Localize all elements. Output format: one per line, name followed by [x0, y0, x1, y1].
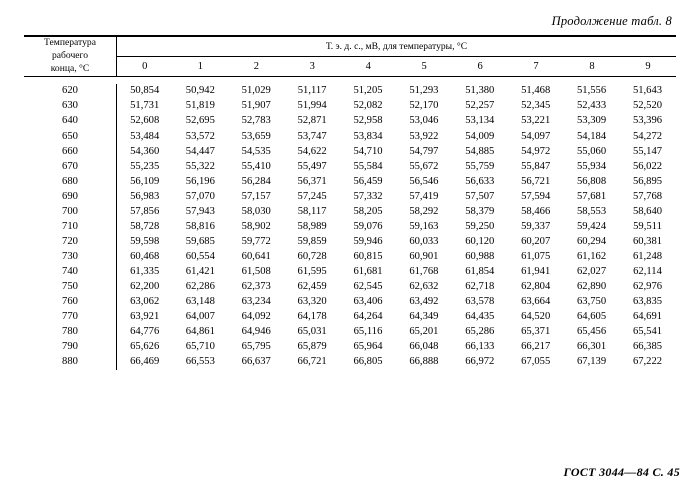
cell-emf-3: 63,320: [297, 296, 327, 308]
cell-temperature: 790: [24, 340, 117, 355]
cell-emf-7: 51,468: [521, 85, 551, 97]
cell-emf-7: 55,847: [521, 160, 551, 172]
cell-emf-4: 65,116: [353, 326, 383, 338]
cell-emf-0: 66,469: [130, 356, 160, 368]
cell-emf-1: 55,322: [185, 160, 215, 172]
cell-emf-5: 55,672: [409, 160, 439, 172]
cell-emf-4: 66,805: [353, 356, 383, 368]
cell-emf-3: 66,721: [297, 356, 327, 368]
cell-emf-2: 61,508: [241, 266, 271, 278]
cell-emf-3: 65,031: [297, 326, 327, 338]
cell-temperature: 720: [24, 234, 117, 249]
row-header-line2: рабочего: [51, 49, 89, 61]
cell-emf-8: 63,750: [577, 296, 607, 308]
cell-temperature: 770: [24, 310, 117, 325]
column-header-0: 0: [142, 60, 148, 72]
cell-emf-7: 61,075: [521, 251, 551, 263]
cell-emf-0: 57,856: [130, 205, 160, 217]
cell-emf-6: 62,718: [465, 281, 495, 293]
cell-emf-8: 58,553: [577, 205, 607, 217]
cell-emf-6: 58,379: [465, 205, 495, 217]
cell-emf-9: 59,511: [633, 220, 662, 232]
cell-temperature: 880: [24, 355, 117, 370]
table-row: [24, 250, 676, 265]
cell-emf-2: 54,535: [241, 145, 271, 157]
cell-emf-3: 51,994: [297, 100, 327, 112]
cell-emf-0: 62,200: [130, 281, 160, 293]
table-row: [24, 174, 676, 189]
column-group-header: Т. э. д. с., мВ, для температуры, °С: [117, 37, 677, 56]
cell-emf-4: 51,205: [353, 85, 383, 97]
cell-emf-0: 60,468: [130, 251, 160, 263]
cell-emf-2: 52,783: [241, 115, 271, 127]
cell-emf-1: 52,695: [185, 115, 215, 127]
cell-emf-2: 63,234: [241, 296, 271, 308]
table-row: [24, 265, 676, 280]
cell-emf-8: 54,184: [577, 130, 607, 142]
row-header-line1: Температура: [44, 37, 96, 48]
cell-emf-3: 52,871: [297, 115, 327, 127]
cell-emf-3: 53,747: [297, 130, 327, 142]
table-row: [24, 310, 676, 325]
cell-emf-8: 62,890: [577, 281, 607, 293]
table-row: [24, 325, 676, 340]
table-row: [24, 144, 676, 159]
cell-emf-5: 63,492: [409, 296, 439, 308]
cell-emf-7: 61,941: [521, 266, 551, 278]
column-header-2: 2: [253, 60, 259, 72]
cell-emf-1: 65,710: [185, 341, 215, 353]
cell-emf-1: 57,943: [185, 205, 215, 217]
cell-emf-2: 62,373: [241, 281, 271, 293]
cell-emf-2: 57,157: [241, 190, 271, 202]
cell-temperature: 740: [24, 265, 117, 280]
cell-emf-1: 50,942: [185, 85, 215, 97]
cell-emf-4: 59,076: [353, 220, 383, 232]
column-header-3: 3: [309, 60, 315, 72]
cell-temperature: 620: [24, 84, 117, 99]
cell-emf-2: 58,030: [241, 205, 271, 217]
cell-emf-0: 56,109: [130, 175, 160, 187]
cell-emf-4: 64,264: [353, 311, 383, 323]
cell-emf-2: 58,902: [241, 220, 271, 232]
cell-emf-9: 67,222: [632, 356, 663, 368]
column-header-1: 1: [197, 60, 204, 72]
cell-emf-5: 58,292: [409, 205, 439, 217]
cell-emf-0: 61,335: [130, 266, 160, 278]
cell-emf-8: 57,681: [577, 190, 607, 202]
cell-emf-1: 59,685: [185, 235, 215, 247]
header-table: [24, 37, 676, 76]
cell-emf-2: 64,946: [241, 326, 271, 338]
row-header-line3: конца, °С: [50, 62, 90, 74]
column-header-5: 5: [421, 60, 427, 72]
cell-emf-6: 57,507: [465, 190, 495, 202]
cell-emf-9: 62,976: [632, 281, 663, 293]
cell-emf-3: 60,728: [297, 251, 327, 263]
table-row: [24, 189, 676, 204]
table-row: [24, 99, 676, 114]
cell-emf-9: 56,022: [632, 160, 663, 172]
cell-emf-7: 62,804: [521, 281, 551, 293]
cell-emf-6: 66,972: [465, 356, 495, 368]
cell-emf-5: 52,170: [409, 100, 439, 112]
table-row: [24, 159, 676, 174]
cell-temperature: 660: [24, 144, 117, 159]
cell-emf-4: 52,082: [353, 100, 383, 112]
cell-emf-7: 56,721: [521, 175, 551, 187]
cell-emf-6: 52,257: [465, 100, 495, 112]
cell-emf-2: 51,029: [241, 85, 271, 97]
cell-emf-4: 53,834: [353, 130, 383, 142]
cell-emf-9: 53,396: [632, 115, 663, 127]
cell-emf-5: 59,163: [409, 220, 439, 232]
cell-emf-9: 65,541: [632, 326, 663, 338]
cell-emf-6: 60,988: [465, 251, 495, 263]
cell-emf-1: 54,447: [185, 145, 215, 157]
cell-emf-6: 51,380: [465, 85, 495, 97]
cell-emf-5: 51,293: [409, 85, 439, 97]
cell-emf-7: 63,664: [521, 296, 551, 308]
cell-emf-9: 64,691: [632, 311, 663, 323]
cell-emf-0: 50,854: [130, 85, 160, 97]
cell-emf-1: 57,070: [185, 190, 215, 202]
table-row: [24, 114, 676, 129]
cell-emf-5: 60,901: [409, 251, 439, 263]
cell-temperature: 700: [24, 204, 117, 219]
cell-emf-7: 65,371: [521, 326, 551, 338]
cell-emf-3: 58,989: [297, 220, 327, 232]
cell-emf-8: 53,309: [577, 115, 607, 127]
cell-emf-5: 54,797: [409, 145, 439, 157]
cell-emf-0: 64,776: [130, 326, 160, 338]
cell-emf-9: 56,895: [632, 175, 663, 187]
cell-emf-3: 56,371: [297, 175, 327, 187]
cell-emf-9: 63,835: [632, 296, 663, 308]
cell-emf-0: 52,608: [130, 115, 160, 127]
cell-emf-7: 59,337: [521, 220, 551, 232]
cell-emf-7: 53,221: [521, 115, 551, 127]
cell-emf-8: 66,301: [577, 341, 607, 353]
cell-emf-2: 64,092: [241, 311, 271, 323]
cell-emf-0: 65,626: [130, 341, 160, 353]
cell-temperature: 730: [24, 250, 117, 265]
data-table: [24, 84, 676, 370]
cell-emf-7: 60,207: [521, 235, 551, 247]
cell-emf-6: 55,759: [465, 160, 495, 172]
cell-emf-7: 54,097: [521, 130, 551, 142]
cell-emf-0: 59,598: [130, 235, 160, 247]
cell-emf-9: 62,114: [633, 266, 662, 278]
table-row: [24, 295, 676, 310]
cell-emf-7: 52,345: [521, 100, 551, 112]
table-header: [24, 37, 676, 76]
cell-emf-9: 60,381: [632, 235, 663, 247]
cell-emf-2: 60,641: [241, 251, 271, 263]
cell-temperature: 780: [24, 325, 117, 340]
cell-emf-3: 62,459: [297, 281, 327, 293]
cell-emf-8: 55,060: [577, 145, 607, 157]
cell-emf-4: 56,459: [353, 175, 383, 187]
cell-emf-6: 64,435: [465, 311, 495, 323]
cell-emf-7: 57,594: [521, 190, 551, 202]
table-row: [24, 219, 676, 234]
cell-emf-5: 57,419: [409, 190, 439, 202]
cell-emf-9: 52,520: [632, 100, 663, 112]
cell-temperature: 750: [24, 280, 117, 295]
cell-emf-1: 60,554: [185, 251, 215, 263]
cell-emf-4: 63,406: [353, 296, 383, 308]
cell-emf-4: 62,545: [353, 281, 383, 293]
table-row: [24, 204, 676, 219]
cell-temperature: 710: [24, 219, 117, 234]
cell-emf-7: 64,520: [521, 311, 551, 323]
cell-emf-4: 55,584: [353, 160, 383, 172]
cell-emf-0: 56,983: [130, 190, 160, 202]
cell-emf-1: 51,819: [185, 100, 215, 112]
cell-emf-6: 66,133: [465, 341, 495, 353]
cell-emf-9: 51,643: [632, 85, 663, 97]
cell-emf-6: 59,250: [465, 220, 495, 232]
cell-emf-1: 53,572: [185, 130, 215, 142]
cell-emf-9: 66,385: [632, 341, 663, 353]
cell-emf-4: 52,958: [353, 115, 383, 127]
page-footer: ГОСТ 3044—84 С. 45: [563, 465, 680, 479]
cell-emf-4: 58,205: [353, 205, 383, 217]
cell-emf-7: 54,972: [521, 145, 551, 157]
cell-emf-5: 61,768: [409, 266, 439, 278]
header-row-span: [24, 37, 676, 56]
cell-emf-8: 52,433: [577, 100, 607, 112]
cell-emf-8: 55,934: [577, 160, 607, 172]
cell-emf-1: 64,007: [185, 311, 215, 323]
cell-temperature: 640: [24, 114, 117, 129]
cell-emf-8: 59,424: [577, 220, 607, 232]
cell-emf-9: 58,640: [632, 205, 663, 217]
cell-emf-9: 57,768: [632, 190, 663, 202]
cell-temperature: 680: [24, 174, 117, 189]
cell-emf-8: 62,027: [577, 266, 607, 278]
cell-temperature: 630: [24, 99, 117, 114]
cell-emf-0: 58,728: [130, 220, 160, 232]
cell-emf-1: 66,553: [185, 356, 215, 368]
column-header-4: 4: [365, 60, 371, 72]
cell-emf-6: 65,286: [465, 326, 495, 338]
column-header-9: 9: [645, 60, 651, 72]
cell-emf-9: 61,248: [632, 251, 663, 263]
cell-emf-6: 53,134: [465, 115, 495, 127]
cell-emf-2: 51,907: [241, 100, 271, 112]
cell-emf-8: 51,556: [577, 85, 607, 97]
cell-emf-3: 65,879: [297, 341, 327, 353]
cell-emf-7: 58,466: [521, 205, 551, 217]
table-row: [24, 340, 676, 355]
cell-temperature: 650: [24, 129, 117, 144]
cell-emf-1: 62,286: [185, 281, 215, 293]
cell-emf-2: 55,410: [241, 160, 271, 172]
cell-emf-4: 54,710: [353, 145, 383, 157]
cell-emf-5: 66,888: [409, 356, 439, 368]
cell-emf-5: 64,349: [409, 311, 439, 323]
table-row: [24, 280, 676, 295]
cell-emf-6: 54,885: [465, 145, 495, 157]
continuation-note: Продолжение табл. 8: [551, 14, 672, 28]
cell-emf-8: 67,139: [577, 356, 607, 368]
cell-emf-1: 61,421: [185, 266, 215, 278]
cell-emf-4: 59,946: [353, 235, 383, 247]
cell-emf-0: 51,731: [130, 100, 160, 112]
column-header-6: 6: [477, 60, 483, 72]
cell-emf-3: 61,595: [297, 266, 327, 278]
cell-emf-4: 61,681: [353, 266, 383, 278]
table-row: [24, 129, 676, 144]
cell-emf-8: 60,294: [577, 235, 607, 247]
cell-emf-9: 55,147: [632, 145, 663, 157]
cell-emf-6: 56,633: [465, 175, 495, 187]
cell-emf-5: 56,546: [409, 175, 439, 187]
cell-temperature: 760: [24, 295, 117, 310]
row-header-label: [24, 37, 117, 76]
cell-emf-2: 66,637: [241, 356, 271, 368]
table-row: [24, 355, 676, 370]
cell-emf-0: 53,484: [130, 130, 160, 142]
cell-emf-0: 54,360: [130, 145, 160, 157]
cell-emf-5: 65,201: [409, 326, 439, 338]
table-body: [24, 77, 676, 370]
cell-emf-1: 58,816: [185, 220, 215, 232]
cell-emf-8: 56,808: [577, 175, 607, 187]
cell-emf-2: 59,772: [241, 235, 271, 247]
header-row-columns: [24, 56, 676, 75]
cell-temperature: 690: [24, 189, 117, 204]
table-row: [24, 234, 676, 249]
column-header-8: 8: [589, 60, 595, 72]
cell-emf-1: 64,861: [185, 326, 215, 338]
cell-emf-4: 60,815: [353, 251, 383, 263]
cell-emf-6: 63,578: [465, 296, 495, 308]
cell-emf-5: 53,922: [409, 130, 439, 142]
cell-emf-3: 54,622: [297, 145, 327, 157]
cell-emf-0: 63,062: [130, 296, 160, 308]
cell-emf-3: 59,859: [297, 235, 327, 247]
table-row: [24, 84, 676, 99]
cell-emf-8: 65,456: [577, 326, 607, 338]
cell-emf-4: 57,332: [353, 190, 383, 202]
cell-emf-7: 66,217: [521, 341, 551, 353]
cell-emf-3: 55,497: [297, 160, 327, 172]
cell-emf-1: 56,196: [185, 175, 215, 187]
cell-emf-3: 64,178: [297, 311, 327, 323]
cell-emf-2: 65,795: [241, 341, 271, 353]
cell-emf-7: 67,055: [521, 356, 551, 368]
cell-emf-6: 60,120: [465, 235, 495, 247]
cell-emf-6: 54,009: [465, 130, 495, 142]
cell-emf-0: 55,235: [130, 160, 160, 172]
cell-emf-3: 58,117: [297, 205, 327, 217]
cell-emf-1: 63,148: [185, 296, 215, 308]
cell-emf-5: 66,048: [409, 341, 439, 353]
cell-emf-0: 63,921: [130, 311, 160, 323]
cell-emf-9: 54,272: [632, 130, 663, 142]
cell-emf-8: 61,162: [577, 251, 607, 263]
cell-emf-3: 51,117: [297, 85, 327, 97]
cell-emf-5: 62,632: [409, 281, 439, 293]
column-header-7: 7: [533, 60, 539, 72]
cell-emf-5: 53,046: [409, 115, 439, 127]
cell-emf-5: 60,033: [409, 235, 439, 247]
cell-emf-6: 61,854: [465, 266, 495, 278]
cell-temperature: 670: [24, 159, 117, 174]
cell-emf-2: 56,284: [241, 175, 271, 187]
cell-emf-8: 64,605: [577, 311, 607, 323]
cell-emf-3: 57,245: [297, 190, 327, 202]
cell-emf-2: 53,659: [241, 130, 271, 142]
cell-emf-4: 65,964: [353, 341, 383, 353]
